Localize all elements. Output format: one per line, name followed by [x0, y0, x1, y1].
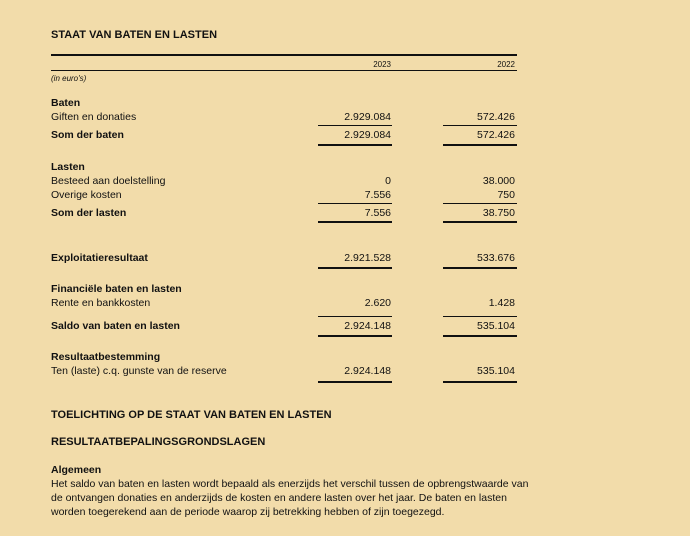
exploitatie-rule-2022: [443, 267, 517, 269]
row-value-2022: 1.428: [488, 297, 515, 309]
total-label-baten: Som der baten: [51, 129, 124, 141]
total-value-2022: 572.426: [477, 129, 515, 141]
section-heading-financieel: Financiële baten en lasten: [51, 283, 182, 295]
subtotal-rule-2022: [443, 316, 517, 317]
row-label: Ten (laste) c.q. gunste van de reserve: [51, 365, 227, 377]
year-header-rule: [51, 70, 517, 71]
algemeen-heading: Algemeen: [51, 464, 102, 476]
toelichting-title: TOELICHTING OP DE STAAT VAN BATEN EN LASTEN: [51, 409, 332, 421]
grondslagen-title: RESULTAATBEPALINGSGRONDSLAGEN: [51, 436, 266, 448]
total-rule-2022: [443, 335, 517, 337]
total-value-2022: 535.104: [477, 320, 515, 332]
exploitatie-value-2022: 533.676: [477, 252, 515, 264]
algemeen-line: de ontvangen donaties en anderzijds de kosten en andere lasten over het jaar. De baten en lasten: [51, 492, 507, 504]
row-value-2022: 572.426: [477, 111, 515, 123]
row-label: Overige kosten: [51, 189, 122, 201]
algemeen-line: worden toegerekend aan de periode waarop zij betrekking hebben of zijn toegezegd.: [51, 506, 445, 518]
year-header-2023: 2023: [373, 60, 391, 69]
subtotal-rule-2022: [443, 125, 517, 126]
total-label-saldo: Saldo van baten en lasten: [51, 320, 180, 332]
row-label: Besteed aan doelstelling: [51, 175, 166, 187]
total-rule-2022: [443, 381, 517, 383]
total-rule-2023: [318, 381, 392, 383]
section-heading-resultaat: Resultaatbestemming: [51, 351, 161, 363]
row-value-2023: 7.556: [364, 189, 391, 201]
total-rule-2023: [318, 335, 392, 337]
subtotal-rule-2023: [318, 203, 392, 204]
row-label: Giften en donaties: [51, 111, 137, 123]
total-rule-2022: [443, 144, 517, 146]
section-heading-lasten: Lasten: [51, 161, 85, 173]
row-value-2023: 2.924.148: [344, 365, 391, 377]
row-value-2022: 38.000: [482, 175, 515, 187]
row-value-2022: 750: [497, 189, 515, 201]
total-value-2022: 38.750: [482, 207, 515, 219]
total-value-2023: 2.929.084: [344, 129, 391, 141]
total-rule-2023: [318, 144, 392, 146]
row-value-2023: 0: [385, 175, 391, 187]
exploitatie-label: Exploitatieresultaat: [51, 252, 148, 264]
total-rule-2022: [443, 221, 517, 223]
row-label: Rente en bankkosten: [51, 297, 151, 309]
total-label-lasten: Som der lasten: [51, 207, 127, 219]
algemeen-line: Het saldo van baten en lasten wordt bepaald als enerzijds het verschil tussen de opbrengstwaarde van: [51, 478, 529, 490]
subtotal-rule-2023: [318, 125, 392, 126]
row-value-2022: 535.104: [477, 365, 515, 377]
year-header-2022: 2022: [497, 60, 515, 69]
exploitatie-rule-2023: [318, 267, 392, 269]
header-rule: [51, 54, 517, 56]
total-value-2023: 7.556: [364, 207, 391, 219]
exploitatie-value-2023: 2.921.528: [344, 252, 391, 264]
section-heading-baten: Baten: [51, 97, 81, 109]
subtotal-rule-2023: [318, 316, 392, 317]
row-value-2023: 2.929.084: [344, 111, 391, 123]
total-rule-2023: [318, 221, 392, 223]
page-title: STAAT VAN BATEN EN LASTEN: [51, 29, 218, 41]
total-value-2023: 2.924.148: [344, 320, 391, 332]
unit-note: (in euro's): [51, 74, 87, 83]
subtotal-rule-2022: [443, 203, 517, 204]
row-value-2023: 2.620: [364, 297, 391, 309]
